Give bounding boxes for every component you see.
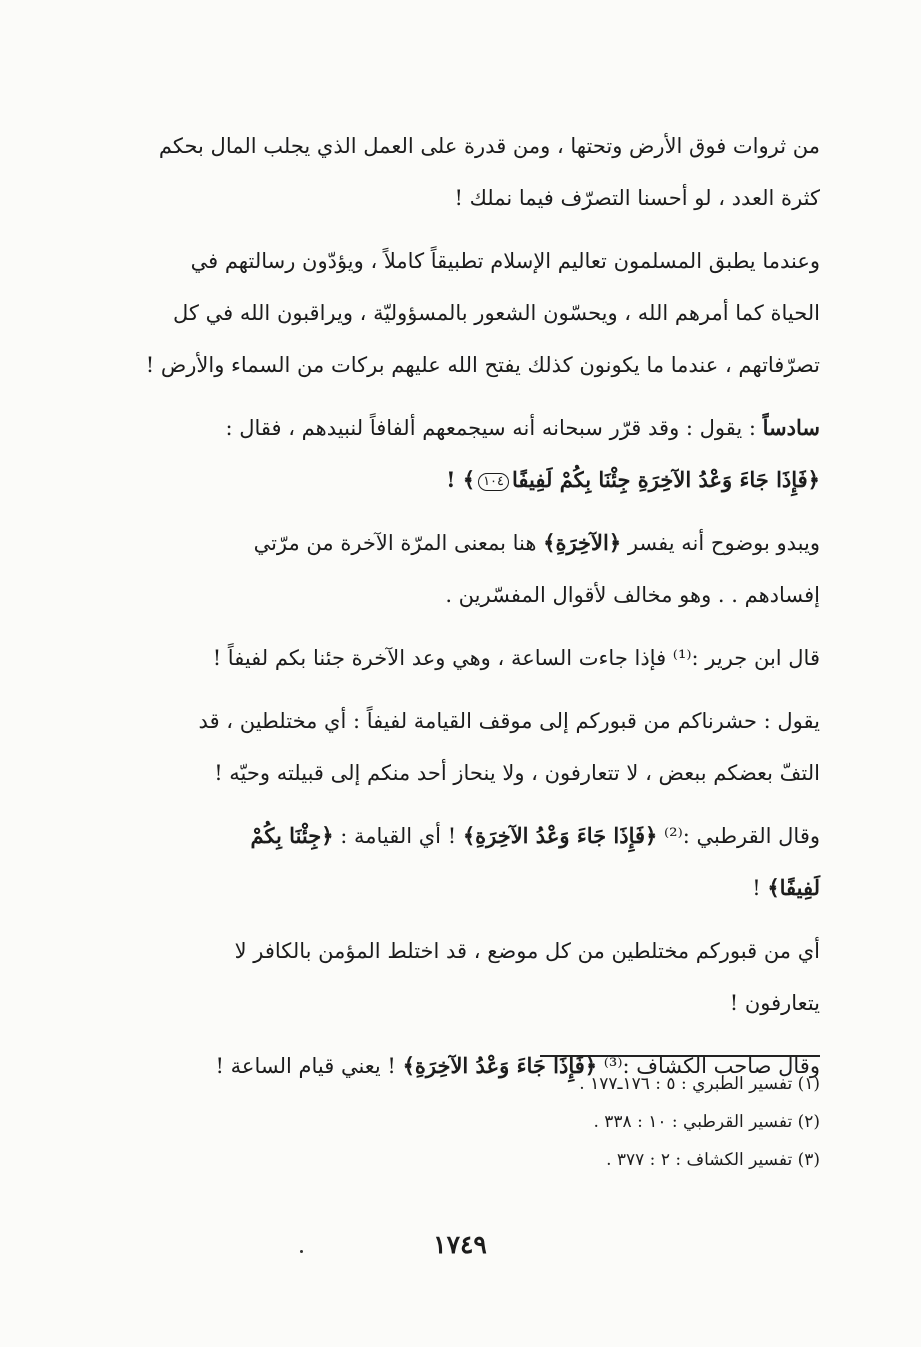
text-span: وقال القرطبي :⁽²⁾ bbox=[657, 824, 820, 848]
text-line: من ثروات فوق الأرض وتحتها ، ومن قدرة على العمل الذي يجلب المال بحكم bbox=[158, 134, 820, 158]
text-span: ! أي القيامة : bbox=[333, 824, 463, 848]
paragraph-4 bbox=[100, 517, 820, 621]
text-line: وعندما يطبق المسلمون تعاليم الإسلام تطبيقاً كاملاً ، ويؤدّون رسالتهم في bbox=[190, 249, 820, 273]
quran-verse: ﴿فَإِذَا جَاءَ وَعْدُ الآخِرَةِ﴾ bbox=[462, 823, 658, 848]
scan-speck bbox=[300, 1250, 303, 1253]
quran-verse: ﴿جِئْنَا بِكُمْ bbox=[250, 823, 334, 848]
text-line bbox=[100, 810, 820, 862]
paragraph-8 bbox=[100, 925, 820, 1029]
text-span: ويبدو بوضوح أنه يفسر bbox=[621, 531, 820, 555]
paragraph-5 bbox=[100, 632, 820, 684]
quran-word: ﴿الآخِرَةِ﴾ bbox=[543, 530, 622, 555]
text-line: يقول : حشرناكم من قبوركم إلى موقف القيامة لفيفاً : أي مختلطين ، قد bbox=[198, 709, 820, 733]
text-line bbox=[100, 454, 820, 506]
text-line: أي من قبوركم مختلطين من كل موضع ، قد اختلط المؤمن بالكافر لا bbox=[234, 939, 820, 963]
ayah-number-badge: ١٠٤ bbox=[478, 473, 509, 491]
quran-verse: ﴿فَإِذَا جَاءَ وَعْدُ الآخِرَةِ جِئْنَا بِكُمْ لَفِيفًا bbox=[512, 467, 820, 492]
paragraph-7 bbox=[100, 810, 820, 914]
paragraph-6 bbox=[100, 695, 820, 799]
footnote: (٣) تفسير الكشاف : ٢ : ٣٧٧ . bbox=[606, 1150, 820, 1170]
paragraph-3 bbox=[100, 402, 820, 506]
footnote: (١) تفسير الطبري : ٥ : ١٧٦ـ١٧٧ . bbox=[579, 1074, 820, 1094]
text-line: التفّ بعضكم ببعض ، لا تتعارفون ، ولا ينحاز أحد منكم إلى قبيلته وحيّه ! bbox=[214, 761, 820, 785]
quran-verse: ﴿فَإِذَا جَاءَ وَعْدُ الآخِرَةِ﴾ bbox=[402, 1053, 598, 1078]
footnotes bbox=[420, 1065, 820, 1179]
text-span: ! يعني قيام الساعة ! bbox=[215, 1054, 403, 1078]
quran-close: ﴾ ! bbox=[446, 467, 476, 492]
footnote: (٢) تفسير القرطبي : ١٠ : ٣٣٨ . bbox=[593, 1112, 820, 1132]
text-line: تصرّفاتهم ، عندما ما يكونون كذلك يفتح الله عليهم بركات من السماء والأرض ! bbox=[145, 353, 820, 377]
text-span: هنا بمعنى المرّة الآخرة من مرّتي bbox=[253, 531, 544, 555]
text-span: : يقول : وقد قرّر سبحانه أنه سيجمعهم ألفافاً لنبيدهم ، فقال : bbox=[225, 416, 763, 440]
page-number: ١٧٤٩ bbox=[433, 1230, 487, 1259]
book-page bbox=[100, 120, 820, 1259]
text-line bbox=[100, 517, 820, 569]
text-line: الحياة كما أمرهم الله ، ويحسّون الشعور بالمسؤوليّة ، ويراقبون الله في كل bbox=[173, 301, 820, 325]
footnote-separator bbox=[540, 1055, 820, 1057]
text-line: يتعارفون ! bbox=[729, 991, 820, 1015]
text-line bbox=[100, 862, 820, 914]
text-line: كثرة العدد ، لو أحسنا التصرّف فيما نملك ! bbox=[454, 186, 820, 210]
text-line: إفسادهم . . وهو مخالف لأقوال المفسّرين . bbox=[445, 583, 820, 607]
paragraph-2 bbox=[100, 235, 820, 391]
paragraph-1 bbox=[100, 120, 820, 224]
quran-verse: لَفِيفًا﴾ bbox=[767, 875, 820, 900]
text-span: ! bbox=[752, 876, 768, 900]
text-line: قال ابن جرير :⁽¹⁾ فإذا جاءت الساعة ، وهي وعد الآخرة جئنا بكم لفيفاً ! bbox=[212, 646, 820, 670]
text-line bbox=[100, 402, 820, 454]
text-span: وقال صاحب الكشاف :⁽³⁾ bbox=[597, 1054, 820, 1078]
section-lead: سادساً bbox=[762, 415, 820, 440]
